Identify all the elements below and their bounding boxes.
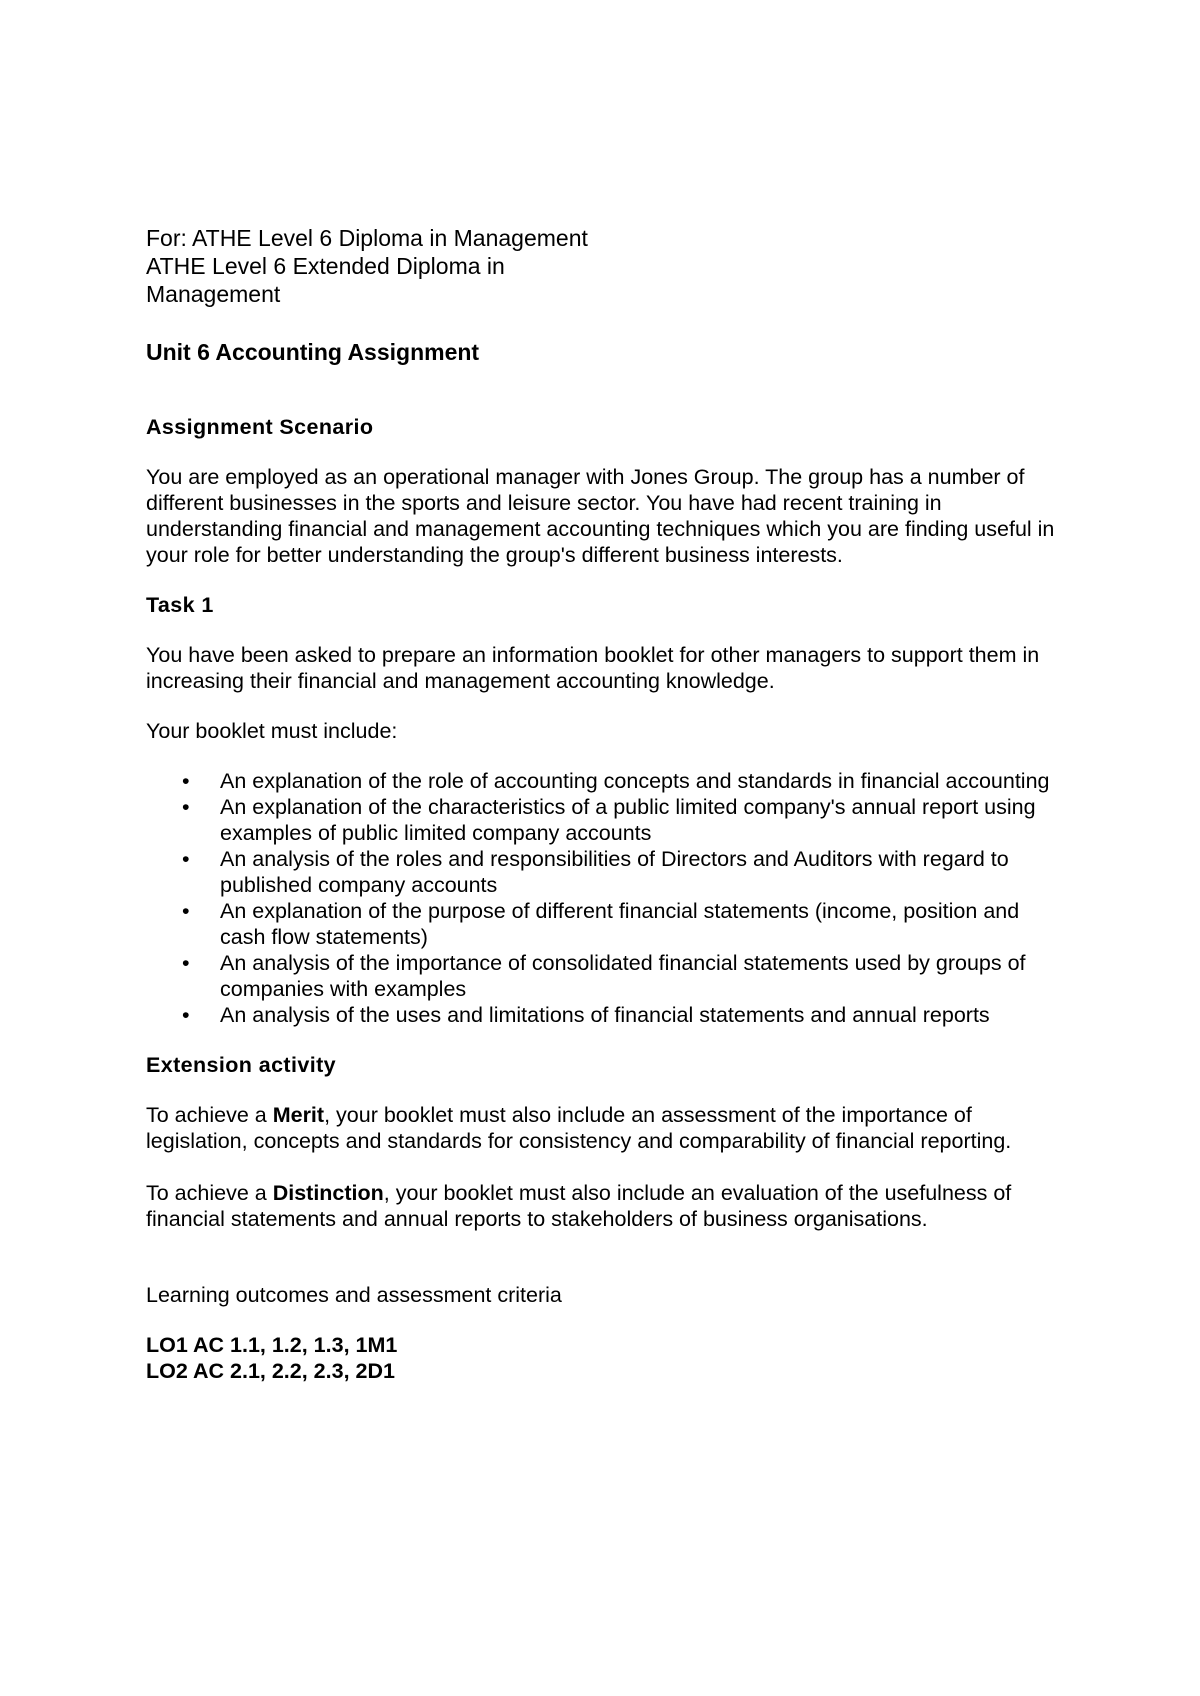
booklet-include-label: Your booklet must include:: [146, 719, 398, 743]
extension-heading: Extension activity: [146, 1053, 337, 1077]
list-item: [146, 1002, 1076, 1028]
bullet-icon: •: [182, 795, 190, 819]
document-title: Unit 6 Accounting Assignment: [146, 339, 480, 365]
scenario-text: You are employed as an operational manager with Jones Group. The group has a number of different businesses in the sports and leisure sector. You have had recent training in understanding financial and management accounting techniques which you are finding useful in your role for better understanding the group's different business interests.: [146, 465, 1055, 567]
list-item-text: An explanation of the characteristics of a public limited company's annual report using examples of public limited company accounts: [220, 795, 1036, 845]
qualification-header: [146, 224, 1076, 308]
learning-outcome-1: LO1 AC 1.1, 1.2, 1.3, 1M1: [146, 1333, 398, 1357]
qualification-line-3: Management: [146, 281, 281, 307]
list-item: [146, 898, 1076, 950]
bullet-icon: •: [182, 847, 190, 871]
bullet-icon: •: [182, 899, 190, 923]
booklet-requirements-list: [146, 768, 1076, 1028]
learning-outcome-2: LO2 AC 2.1, 2.2, 2.3, 2D1: [146, 1359, 395, 1383]
learning-outcomes-title: Learning outcomes and assessment criteria: [146, 1283, 562, 1307]
list-item-text: An analysis of the importance of consolidated financial statements used by groups of companies with examples: [220, 951, 1026, 1001]
list-item: [146, 768, 1076, 794]
list-item: [146, 950, 1076, 1002]
qualification-line-1: For: ATHE Level 6 Diploma in Management: [146, 225, 588, 251]
list-item: [146, 846, 1076, 898]
merit-keyword: Merit: [272, 1103, 325, 1127]
document-content: [146, 224, 1076, 1384]
list-item-text: An explanation of the role of accounting concepts and standards in financial accounting: [220, 769, 1050, 793]
learning-outcomes-list: [146, 1332, 1076, 1384]
merit-paragraph: [146, 1102, 1076, 1154]
bullet-icon: •: [182, 1003, 190, 1027]
distinction-prefix: To achieve a: [146, 1181, 273, 1205]
task-1-intro: You have been asked to prepare an information booklet for other managers to support them in increasing their financial and management accounting knowledge.: [146, 643, 1040, 693]
list-item-text: An explanation of the purpose of different financial statements (income, position and cash flow statements): [220, 899, 1020, 949]
bullet-icon: •: [182, 769, 190, 793]
bullet-icon: •: [182, 951, 190, 975]
list-item: [146, 794, 1076, 846]
scenario-heading: Assignment Scenario: [146, 415, 374, 439]
task-1-heading: Task 1: [146, 593, 214, 617]
distinction-keyword: Distinction: [272, 1181, 384, 1205]
qualification-line-2: ATHE Level 6 Extended Diploma in: [146, 253, 505, 279]
merit-text: , your booklet must also include an assessment of the importance of legislation, concepts and standards for consistency and comparability of financial reporting.: [146, 1103, 1012, 1153]
list-item-text: An analysis of the roles and responsibilities of Directors and Auditors with regard to published company accounts: [220, 847, 1009, 897]
list-item-text: An analysis of the uses and limitations of financial statements and annual reports: [220, 1003, 990, 1027]
distinction-text: , your booklet must also include an evaluation of the usefulness of financial statements and annual reports to stakeholders of business organisations.: [146, 1181, 1012, 1231]
distinction-paragraph: [146, 1180, 1076, 1232]
merit-prefix: To achieve a: [146, 1103, 273, 1127]
